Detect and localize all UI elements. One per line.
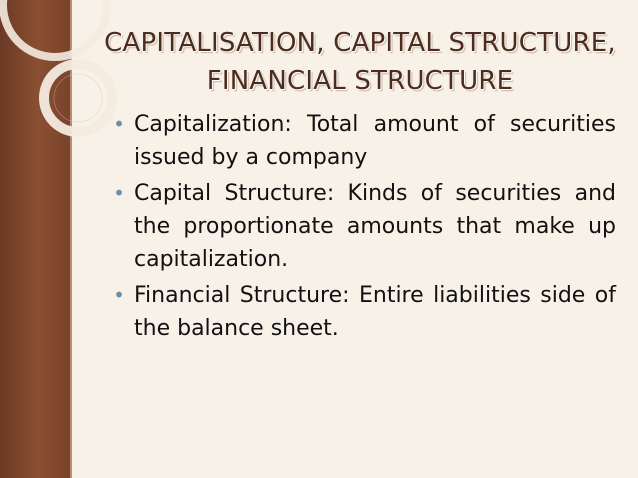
bullet-item-capital-structure [112, 177, 616, 276]
bullet-text-capital-structure: Capital Structure: Kinds of securities and the proportionate amounts that make up capitalization. [134, 181, 616, 272]
bullet-point-icon: • [113, 112, 125, 136]
bullet-text-financial-structure: Financial Structure: Entire liabilities side of the balance sheet. [134, 283, 616, 341]
decorative-rings-icon [0, 0, 120, 180]
bullet-item-financial-structure [112, 279, 616, 345]
bullet-item-capitalization [112, 108, 616, 174]
bullet-point-icon: • [113, 283, 125, 307]
bullet-text-capitalization: Capitalization: Total amount of securities issued by a company [134, 112, 616, 170]
bullet-point-icon: • [113, 181, 125, 205]
slide-title: CAPITALISATION, CAPITAL STRUCTURE, FINANCIAL STRUCTURE [104, 28, 616, 96]
bullet-list [112, 108, 616, 348]
